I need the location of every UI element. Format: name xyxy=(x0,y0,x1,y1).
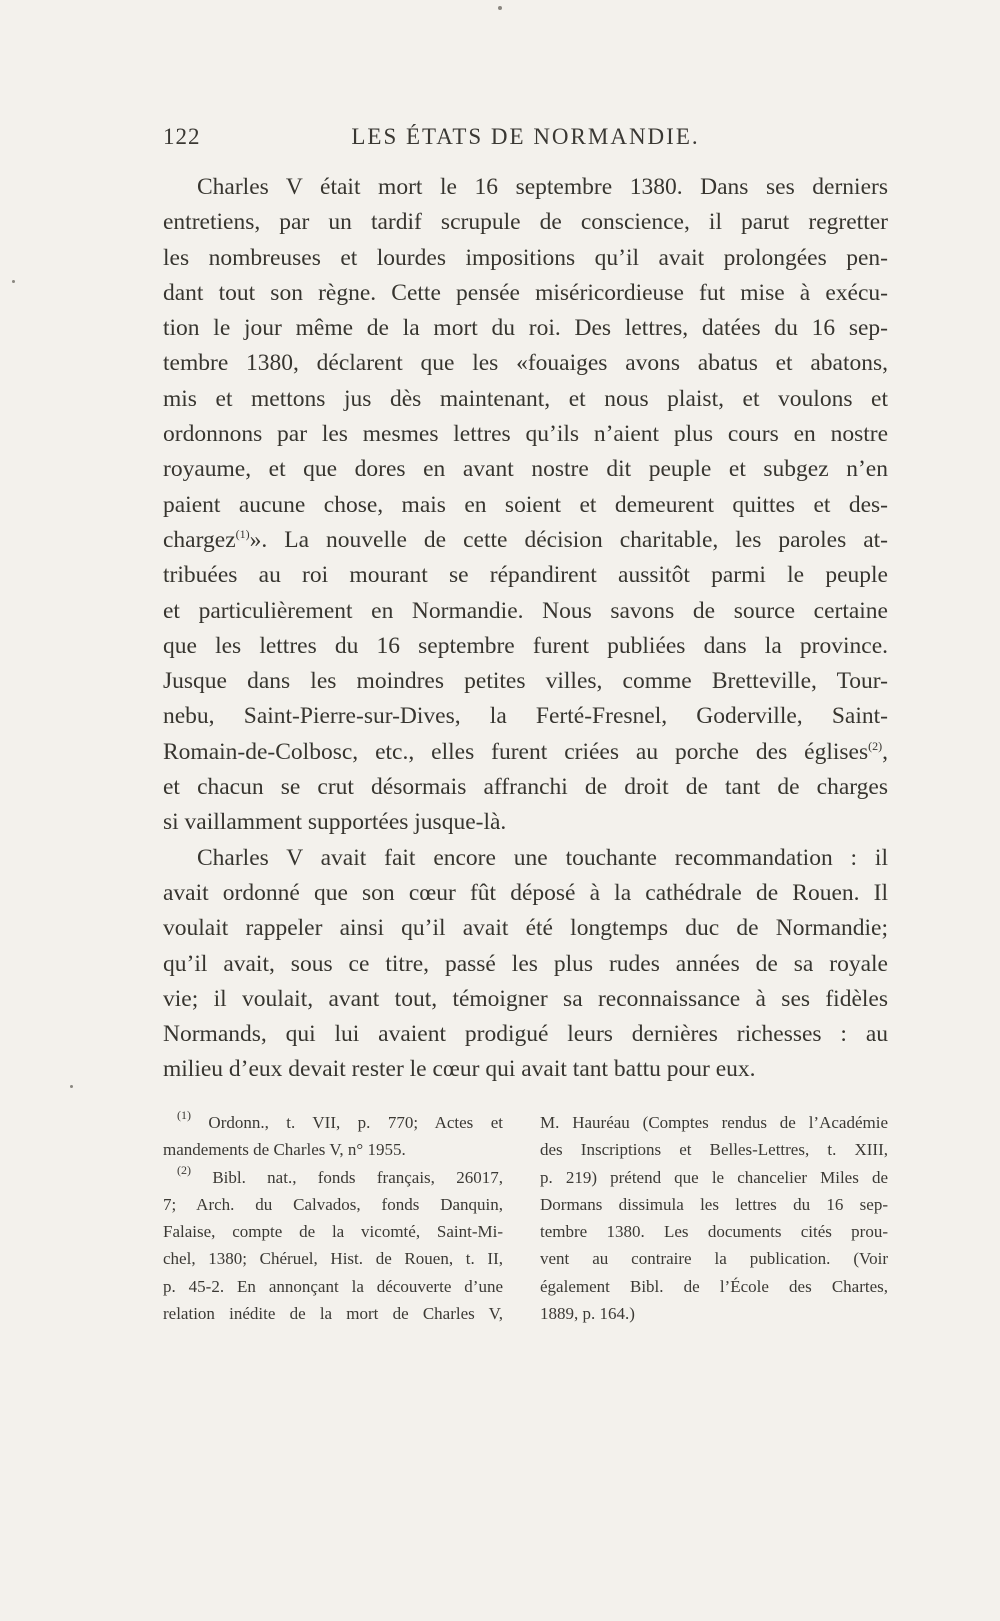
footnote-line xyxy=(163,1109,503,1136)
footnotes xyxy=(163,1109,888,1344)
footnote-line: Falaise, compte de la vicomté, Saint-Mi- xyxy=(163,1222,503,1242)
text-line xyxy=(163,523,888,558)
footnote-line: relation inédite de la mort de Charles V, xyxy=(163,1304,503,1324)
footnote-line: M. Hauréau (Comptes rendus de l’Académie xyxy=(540,1113,888,1132)
footnote-line: p. 45-2. En annonçant la découverte d’une xyxy=(163,1276,503,1296)
footnote-marker-1: (1) xyxy=(177,1108,191,1122)
footnote-line: 7; Arch. du Calvados, fonds Danquin, xyxy=(163,1194,503,1214)
footnote-line: chel, 1380; Chéruel, Hist. de Rouen, t. II, xyxy=(163,1249,503,1269)
text-fragment: chargez xyxy=(163,526,236,553)
text-line: ordonnons par les mesmes lettres qu’ils n’aient plus cours en nostre xyxy=(163,421,888,448)
footnote-line: p. 219) prétend que le chancelier Miles de xyxy=(540,1167,888,1187)
text-line: et particulièrement en Normandie. Nous savons de source certaine xyxy=(163,597,888,624)
text-line: milieu d’eux devait rester le cœur qui avait tant battu pour eux. xyxy=(163,1056,756,1083)
text-line: Charles V avait fait encore une touchante recommandation : il xyxy=(197,844,888,871)
footnote-line: Dormans dissimula les lettres du 16 sep- xyxy=(540,1194,888,1214)
text-line: entretiens, par un tardif scrupule de conscience, il parut regretter xyxy=(163,209,888,236)
footnotes-right-column xyxy=(540,1109,888,1327)
footnote-line: vent au contraire la publication. (Voir xyxy=(540,1249,888,1269)
text-fragment: Bibl. nat., fonds français, 26017, xyxy=(191,1167,503,1187)
footnote-line: des Inscriptions et Belles-Lettres, t. XIII, xyxy=(540,1140,888,1160)
text-line: et chacun se crut désormais affranchi de droit de tant de charges xyxy=(163,774,888,801)
text-line: dant tout son règne. Cette pensée miséricordieuse fut mise à exécu- xyxy=(163,279,888,306)
text-line: paient aucune chose, mais en soient et demeurent quittes et des- xyxy=(163,491,888,518)
text-fragment: ». La nouvelle de cette décision charitable, les paroles at- xyxy=(249,526,888,553)
footnote-line xyxy=(163,1164,503,1191)
text-line: Charles V était mort le 16 septembre 1380. Dans ses derniers xyxy=(197,174,888,200)
text-line: avait ordonné que son cœur fût déposé à la cathédrale de Rouen. Il xyxy=(163,879,888,906)
text-line: les nombreuses et lourdes impositions qu’il avait prolongées pen- xyxy=(163,244,888,271)
text-line: royaume, et que dores en avant nostre dit peuple et subgez n’en xyxy=(163,456,888,483)
page-header xyxy=(163,124,888,160)
text-line: tion le jour même de la mort du roi. Des lettres, datées du 16 sep- xyxy=(163,315,888,342)
text-line: si vaillamment supportées jusque-là. xyxy=(163,809,507,836)
page-number: 122 xyxy=(163,124,201,149)
text-line: qu’il avait, sous ce titre, passé les plus rudes années de sa royale xyxy=(163,950,888,977)
footnote-line: tembre 1380. Les documents cités prou- xyxy=(540,1222,888,1242)
paper-speck xyxy=(70,1085,73,1088)
text-line: tribuées au roi mourant se répandirent aussitôt parmi le peuple xyxy=(163,562,888,589)
text-fragment: Romain-de-Colbosc, etc., elles furent criées au porche des églises xyxy=(163,738,869,765)
text-line: tembre 1380, déclarent que les «fouaiges avons abatus et abatons, xyxy=(163,350,888,377)
text-line xyxy=(163,735,888,770)
running-title: LES ÉTATS DE NORMANDIE. xyxy=(351,124,700,149)
text-line: que les lettres du 16 septembre furent publiées dans la province. xyxy=(163,632,888,659)
paper-speck xyxy=(12,280,15,283)
footnote-line: également Bibl. de l’École des Chartes, xyxy=(540,1276,888,1296)
footnote-ref-1: (1) xyxy=(235,526,250,541)
footnote-marker-2: (2) xyxy=(177,1162,191,1177)
text-line: mis et mettons jus dès maintenant, et nous plaist, et voulons et xyxy=(163,385,888,412)
footnote-line: 1889, p. 164.) xyxy=(540,1304,635,1324)
text-line: voulait rappeler ainsi qu’il avait été longtemps duc de Normandie; xyxy=(163,915,888,942)
footnote-ref-2: (2) xyxy=(868,738,883,753)
body-text xyxy=(163,170,888,1088)
text-line: Jusque dans les moindres petites villes, comme Bretteville, Tour- xyxy=(163,668,888,695)
footnote-line: mandements de Charles V, n° 1955. xyxy=(163,1140,406,1160)
text-fragment: , xyxy=(882,738,888,765)
text-line: nebu, Saint-Pierre-sur-Dives, la Ferté-Fresnel, Goderville, Saint- xyxy=(163,703,888,730)
text-line: vie; il voulait, avant tout, témoigner sa reconnaissance à ses fidèles xyxy=(163,985,888,1012)
paper-speck xyxy=(498,6,502,10)
footnotes-left-column xyxy=(163,1109,503,1327)
text-fragment: Ordonn., t. VII, p. 770; Actes et xyxy=(191,1113,503,1132)
text-line: Normands, qui lui avaient prodigué leurs dernières richesses : au xyxy=(163,1021,888,1048)
